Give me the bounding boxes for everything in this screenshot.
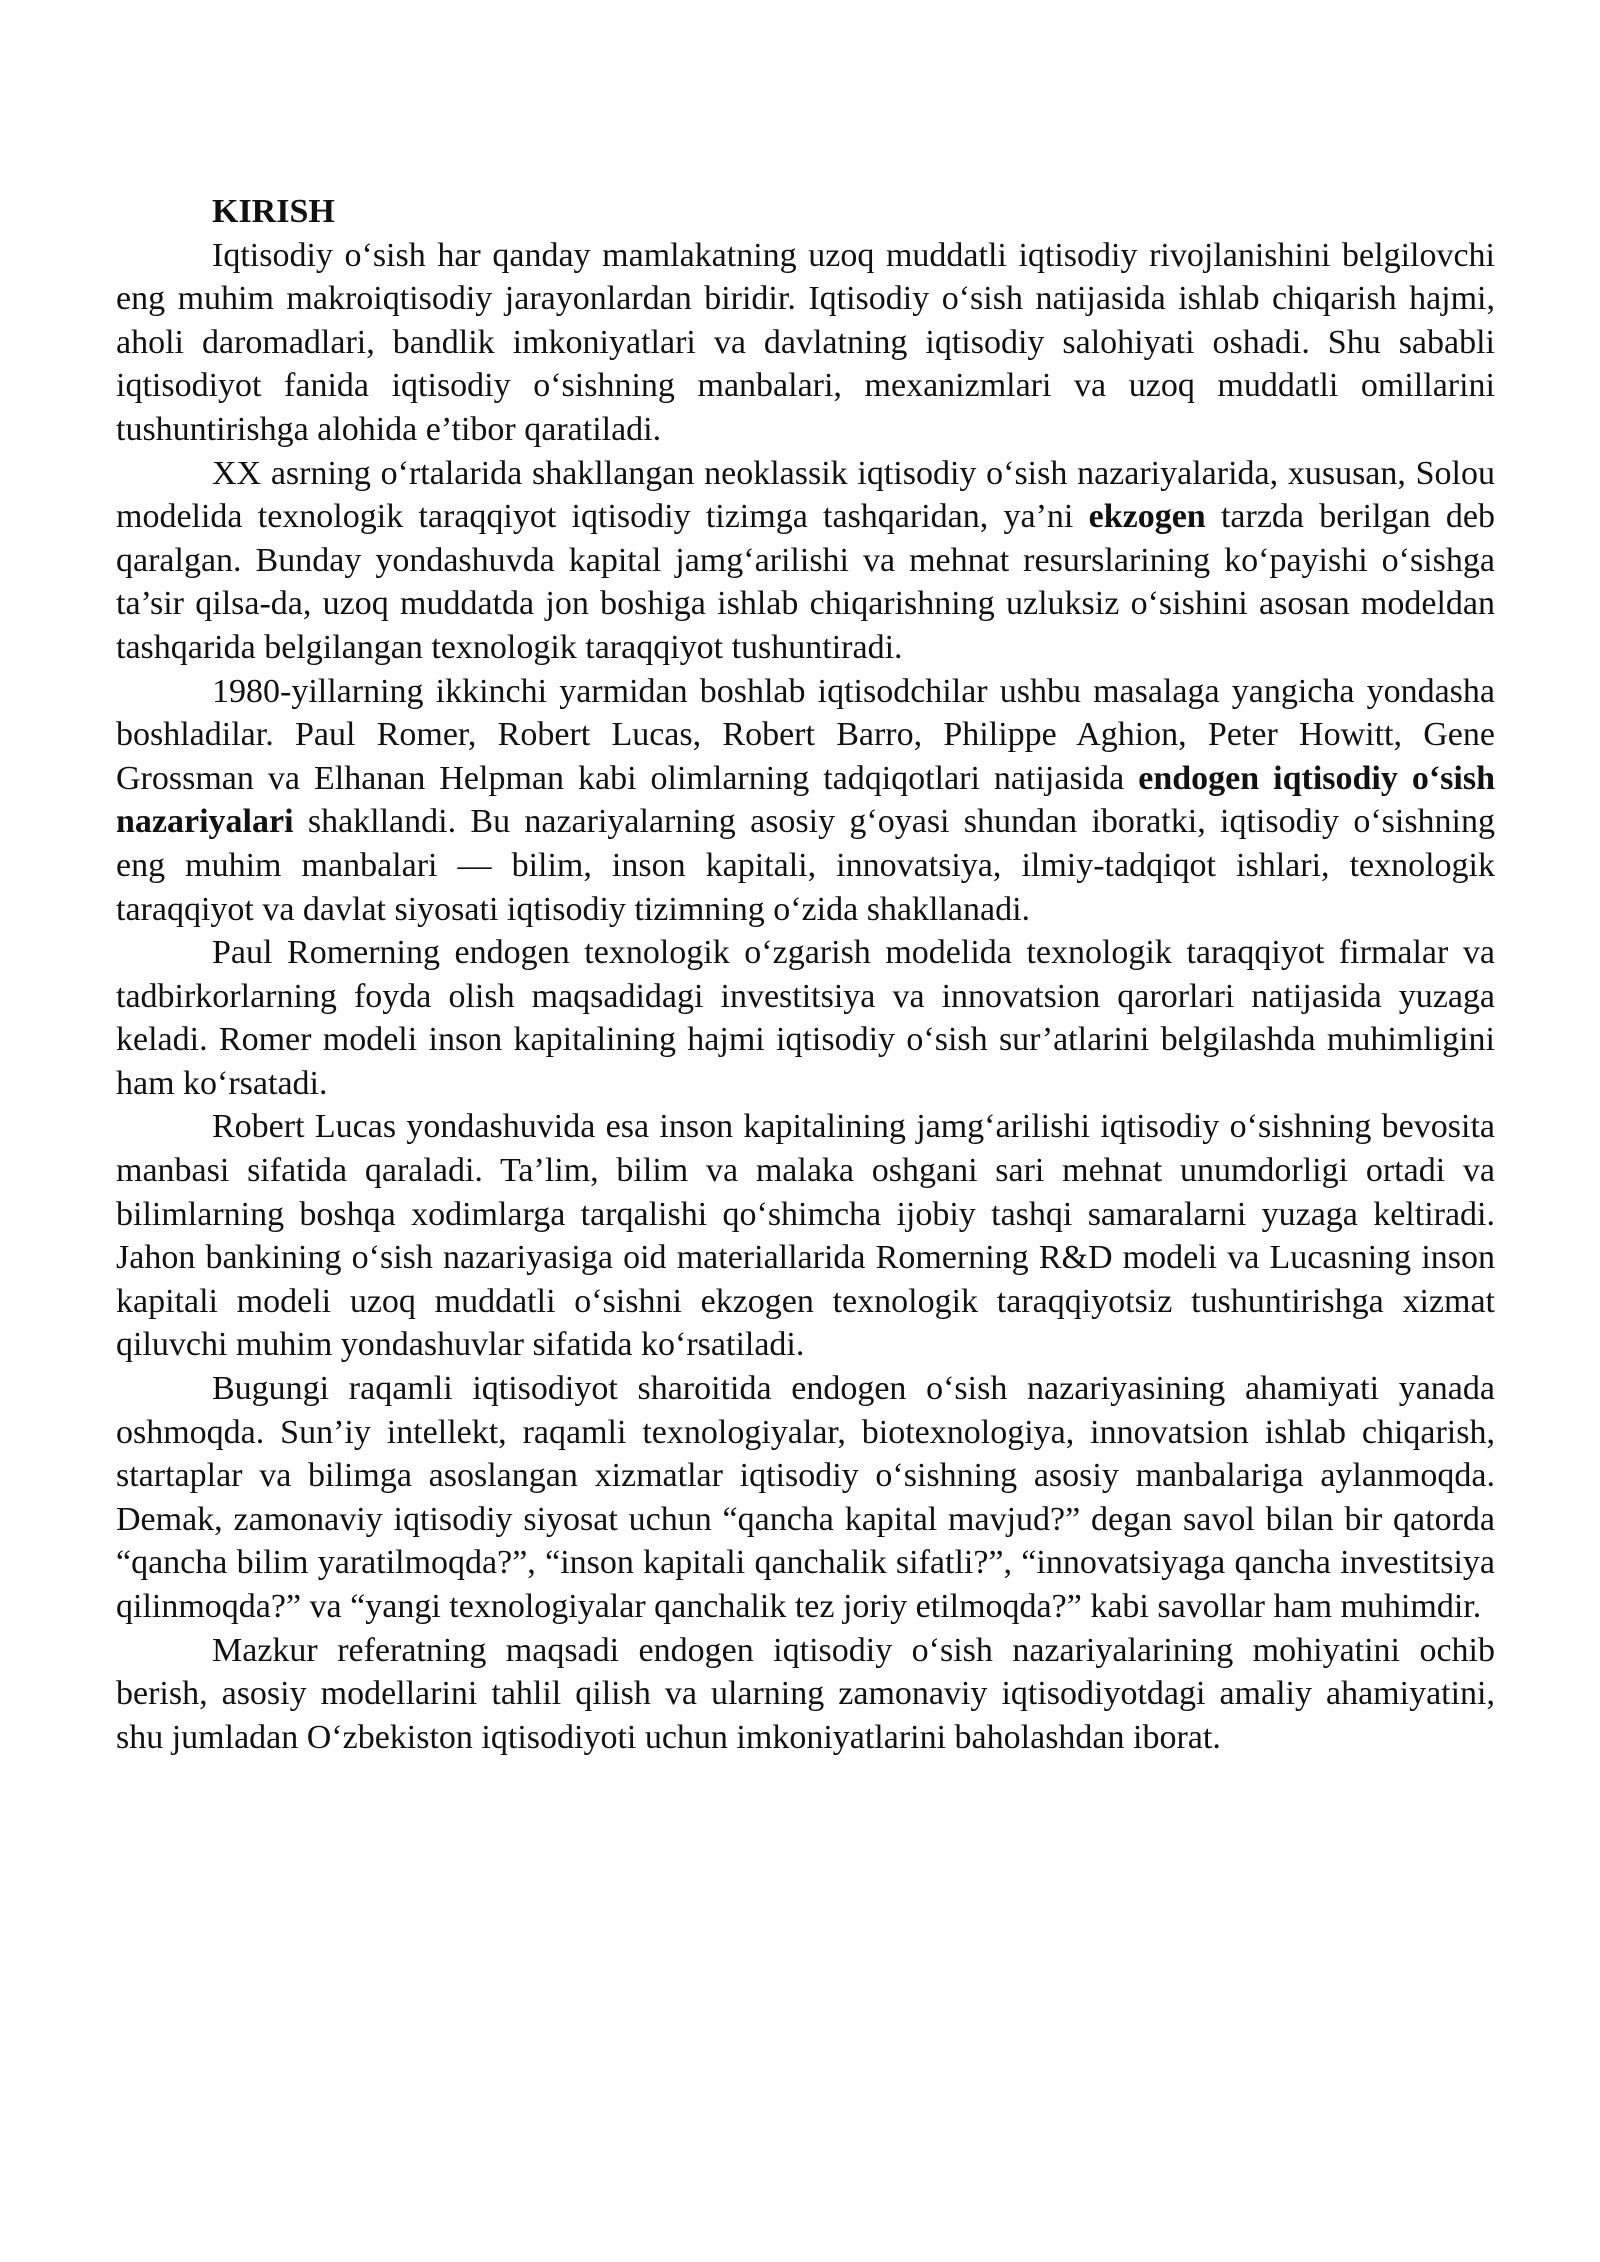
paragraph-endogenous-origins-text-2: shakllandi. Bu nazariyalarning asosiy g‘oyasi shundan iboratki, iqtisodiy o‘sishning eng muhim manbalari — bilim, inson kapitali, innovatsiya, ilmiy-tadqiqot ishlari, texnologik taraqqiyot va davlat siyosati iqtisodiy tizimning o‘zida shakllanadi.: [116, 803, 1495, 928]
paragraph-endogenous-origins-text-1: 1980-yillarning ikkinchi yarmidan boshlab iqtisodchilar ushbu masalaga yangicha yondasha boshladilar. Paul Romer, Robert Lucas, Robert Barro, Philippe Aghion, Peter Howitt, Gene Grossman va Elhanan Helpman kabi olimlarning tadqiqotlari natijasida: [116, 672, 1495, 797]
paragraph-endogenous-origins: [116, 670, 1495, 932]
paragraph-lucas: Robert Lucas yondashuvida esa inson kapitalining jamg‘arilishi iqtisodiy o‘sishning bevosita manbasi sifatida qaraladi. Ta’lim, bilim va malaka oshgani sari mehnat unumdorligi ortadi va bilimlarning boshqa xodimlarga tarqalishi qo‘shimcha ijobiy tashqi samaralarni yuzaga keltiradi. Jahon bankining o‘sish nazariyasiga oid materiallarida Romerning R&D modeli va Lucasning inson kapitali modeli uzoq muddatli o‘sishni ekzogen texnologik taraqqiyotsiz tushuntirishga xizmat qiluvchi muhim yondashuvlar sifatida ko‘rsatiladi.: [116, 1108, 1495, 1364]
paragraph-neoclassical: [116, 452, 1495, 670]
paragraph-neoclassical-text-1: XX asrning o‘rtalarida shakllangan neoklassik iqtisodiy o‘sish nazariyalarida, xususan, Solou modelida texnologik taraqqiyot iqtisodiy tizimga tashqaridan, ya’ni: [116, 454, 1495, 536]
term-exogenous: ekzogen: [1088, 498, 1206, 536]
term-endogenous-theories: endogen iqtisodiy o‘sish nazariyalari: [116, 759, 1496, 841]
paragraph-digital-economy: Bugungi raqamli iqtisodiyot sharoitida endogen o‘sish nazariyasining ahamiyati yanada oshmoqda. Sun’iy intellekt, raqamli texnologiyalar, biotexnologiya, innovatsion ishlab chiqarish, startaplar va bilimga asoslangan xizmatlar iqtisodiy o‘sishning asosiy manbalariga aylanmoqda. Demak, zamonaviy iqtisodiy siyosat uchun “qancha kapital mavjud?” degan savol bilan bir qatorda “qancha bilim yaratilmoqda?”, “inson kapitali qanchalik sifatli?”, “innovatsiyaga qancha investitsiya qilinmoqda?” va “yangi texnologiyalar qanchalik tez joriy etilmoqda?” kabi savollar ham muhimdir.: [116, 1370, 1495, 1625]
document-page: [116, 190, 1495, 1759]
paragraph-intro: Iqtisodiy o‘sish har qanday mamlakatning uzoq muddatli iqtisodiy rivojlanishini belgilovchi eng muhim makroiqtisodiy jarayonlardan biridir. Iqtisodiy o‘sish natijasida ishlab chiqarish hajmi, aholi daromadlari, bandlik imkoniyatlari va davlatning iqtisodiy salohiyati oshadi. Shu sababli iqtisodiyot fanida iqtisodiy o‘sishning manbalari, mexanizmlari va uzoq muddatli omillarini tushuntirishga alohida e’tibor qaratiladi.: [116, 236, 1495, 448]
paragraph-neoclassical-text-2: tarzda berilgan deb qaralgan. Bunday yondashuvda kapital jamg‘arilishi va mehnat resurslarining ko‘payishi o‘sishga ta’sir qilsa-da, uzoq muddatda jon boshiga ishlab chiqarishning uzluksiz o‘sishini asosan modeldan tashqarida belgilangan texnologik taraqqiyot tushuntiradi.: [116, 498, 1496, 666]
paragraph-romer: Paul Romerning endogen texnologik o‘zgarish modelida texnologik taraqqiyot firmalar va tadbirkorlarning foyda olish maqsadidagi investitsiya va innovatsion qarorlari natijasida yuzaga keladi. Romer modeli inson kapitalining hajmi iqtisodiy o‘sish sur’atlarini belgilashda muhimligini ham ko‘rsatadi.: [116, 934, 1495, 1102]
paragraph-purpose: Mazkur referatning maqsadi endogen iqtisodiy o‘sish nazariyalarining mohiyatini ochib berish, asosiy modellarini tahlil qilish va ularning zamonaviy iqtisodiyotdagi amaliy ahamiyatini, shu jumladan O‘zbekiston iqtisodiyoti uchun imkoniyatlarini baholashdan iborat.: [116, 1631, 1495, 1756]
section-heading: KIRISH: [212, 193, 335, 230]
